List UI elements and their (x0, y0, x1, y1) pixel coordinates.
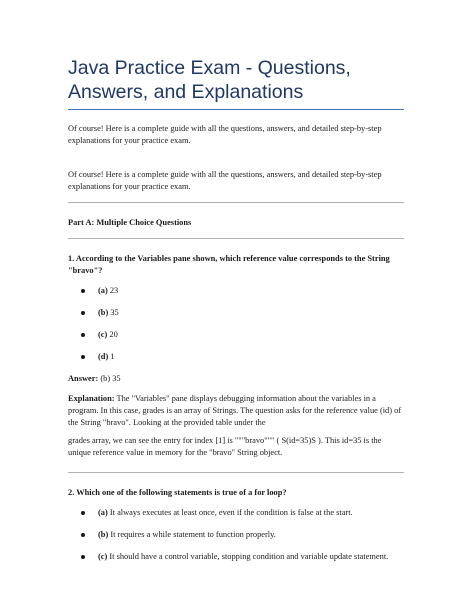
bullet-icon (81, 511, 85, 515)
bullet-icon (81, 289, 85, 293)
bullet-icon (81, 555, 85, 559)
option-text: It requires a while statement to function properly. (108, 530, 276, 539)
question-1-text: 1. According to the Variables pane shown, which reference value corresponds to the String "bravo"? (68, 254, 390, 275)
section-divider (68, 202, 404, 203)
option-label: (b) (98, 530, 109, 539)
question-1-answer (68, 373, 404, 385)
part-a-heading: Part A: Multiple Choice Questions (68, 218, 192, 227)
section-divider (68, 472, 404, 473)
bullet-icon (81, 355, 85, 359)
option-label: (c) (98, 330, 108, 339)
title-divider (68, 109, 404, 110)
option-label: (b) (98, 308, 109, 317)
option-text: 1 (108, 352, 115, 361)
bullet-icon (81, 333, 85, 337)
option-text: 35 (108, 308, 119, 317)
question-2-text: 2. Which one of the following statements is true of a for loop? (68, 488, 287, 497)
option-item (68, 307, 404, 318)
option-label: (a) (98, 508, 108, 517)
option-text: 23 (107, 286, 119, 295)
question-1-options (68, 285, 404, 362)
bullet-icon (81, 533, 85, 537)
option-label: (d) (98, 352, 109, 361)
option-item (68, 329, 404, 340)
document-page (68, 56, 404, 573)
option-item (68, 507, 404, 518)
explanation-label: Explanation: (68, 394, 115, 403)
question-1-explanation (68, 393, 404, 429)
title-line-1: Java Practice Exam - Questions, (68, 57, 351, 79)
intro-paragraph-2: Of course! Here is a complete guide with all the questions, answers, and detailed step-by-step explanations for your practice exam. (68, 170, 382, 191)
title-line-2: Answers, and Explanations (68, 81, 304, 103)
question-1-explanation-continued: grades array, we can see the entry for index [1] is """bravo""" ( S(id=35)S ). This id=35 is the unique reference value in memory for the "bravo" String object. (68, 436, 382, 457)
bullet-icon (81, 311, 85, 315)
question-2-options (68, 507, 404, 562)
option-item (68, 551, 404, 562)
section-divider (68, 238, 404, 239)
option-text: It should have a control variable, stopping condition and variable update statement. (107, 552, 389, 561)
explanation-text: The "Variables" pane displays debugging information about the variables in a program. In this case, grades is an array of Strings. The question asks for the reference value (id) of the String "bravo". Looking at the provided table under the (68, 394, 402, 427)
option-label: (c) (98, 552, 108, 561)
option-item (68, 351, 404, 362)
answer-text: (b) 35 (98, 374, 121, 383)
option-text: It always executes at least once, even if the condition is false at the start. (107, 508, 353, 517)
answer-label: Answer: (68, 374, 99, 383)
option-label: (a) (98, 286, 108, 295)
document-title (68, 56, 404, 104)
intro-paragraph-1: Of course! Here is a complete guide with all the questions, answers, and detailed step-by-step explanations for your practice exam. (68, 124, 382, 145)
option-item (68, 529, 404, 540)
option-text: 20 (107, 330, 118, 339)
option-item (68, 285, 404, 296)
